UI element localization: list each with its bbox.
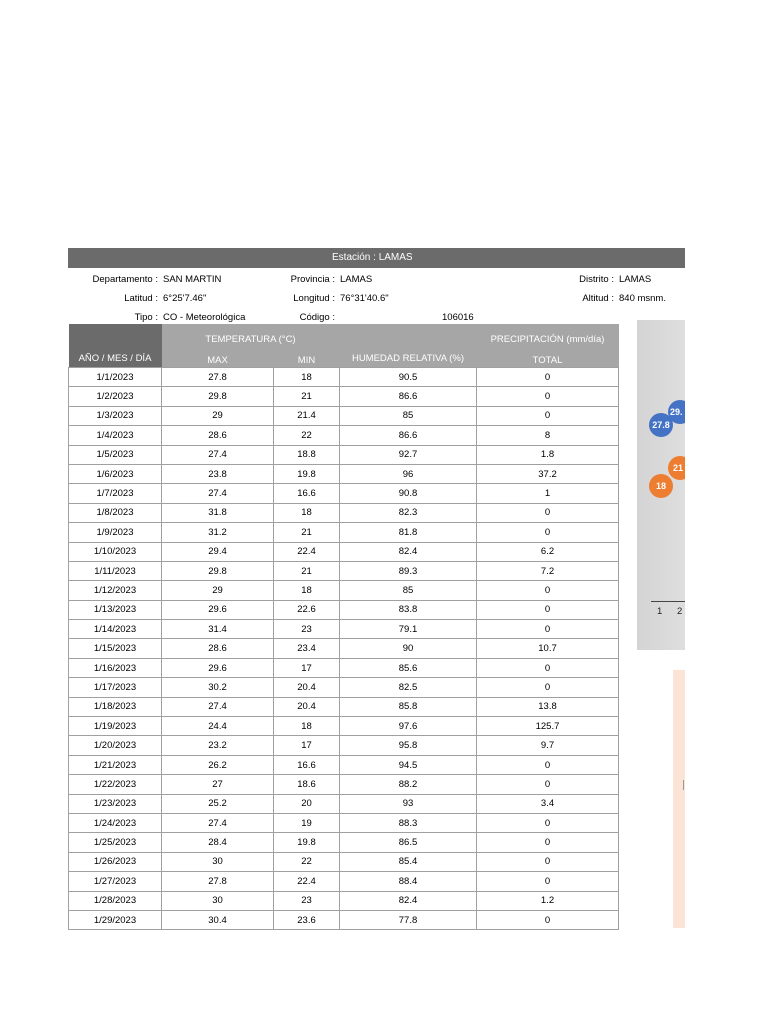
- max-temp-cell: 29.8: [162, 561, 274, 580]
- min-temp-cell: 19.8: [274, 833, 340, 852]
- altitud-value: 840 msnm.: [619, 293, 666, 304]
- precipitation-cell: 0: [477, 523, 619, 542]
- min-temp-cell: 19: [274, 813, 340, 832]
- min-column-header: MIN: [274, 353, 340, 368]
- precipitation-cell: 37.2: [477, 464, 619, 483]
- total-column-header: TOTAL: [477, 353, 619, 368]
- precipitation-cell: 8: [477, 426, 619, 445]
- date-cell: 1/24/2023: [69, 813, 162, 832]
- min-temp-cell: 23.6: [274, 910, 340, 929]
- precipitation-cell: 0: [477, 872, 619, 891]
- max-temp-cell: 29.4: [162, 542, 274, 561]
- humidity-column-header: HUMEDAD RELATIVA (%): [340, 324, 477, 368]
- table-row: [69, 775, 619, 794]
- chart-x-axis: [651, 601, 685, 602]
- precipitation-cell: 0: [477, 387, 619, 406]
- min-temp-cell: 22.4: [274, 542, 340, 561]
- min-temp-cell: 20.4: [274, 678, 340, 697]
- precipitation-cell: 9.7: [477, 736, 619, 755]
- date-cell: 1/20/2023: [69, 736, 162, 755]
- precipitation-cell: 0: [477, 620, 619, 639]
- precipitation-cell: 0: [477, 678, 619, 697]
- table-row: [69, 794, 619, 813]
- min-temp-cell: 21.4: [274, 406, 340, 425]
- humidity-cell: 95.8: [340, 736, 477, 755]
- max-temp-cell: 29: [162, 581, 274, 600]
- humidity-cell: 85.4: [340, 852, 477, 871]
- precipitation-cell: 0: [477, 581, 619, 600]
- chart-axis-tick: [683, 780, 684, 790]
- date-cell: 1/19/2023: [69, 717, 162, 736]
- precipitation-column-header: PRECIPITACIÓN (mm/día): [477, 324, 619, 353]
- max-temp-point: 27.8: [649, 413, 673, 437]
- provincia-label: Provincia :: [290, 274, 335, 285]
- table-row: [69, 484, 619, 503]
- humidity-cell: 96: [340, 464, 477, 483]
- departamento-label: Departamento :: [92, 274, 158, 285]
- min-temp-cell: 18: [274, 717, 340, 736]
- max-temp-cell: 28.6: [162, 426, 274, 445]
- min-temp-cell: 18.8: [274, 445, 340, 464]
- humidity-cell: 90: [340, 639, 477, 658]
- date-cell: 1/9/2023: [69, 523, 162, 542]
- date-cell: 1/8/2023: [69, 503, 162, 522]
- tipo-value: CO - Meteorológica: [163, 312, 246, 323]
- table-row: [69, 755, 619, 774]
- min-temp-cell: 23: [274, 891, 340, 910]
- humidity-cell: 88.2: [340, 775, 477, 794]
- min-temp-cell: 18.6: [274, 775, 340, 794]
- precipitation-cell: 7.2: [477, 561, 619, 580]
- table-row: [69, 658, 619, 677]
- max-temp-cell: 23.2: [162, 736, 274, 755]
- date-cell: 1/18/2023: [69, 697, 162, 716]
- table-row: [69, 697, 619, 716]
- distrito-value: LAMAS: [619, 274, 652, 285]
- table-row: [69, 736, 619, 755]
- table-row: [69, 464, 619, 483]
- min-temp-cell: 21: [274, 387, 340, 406]
- precipitation-cell: 0: [477, 755, 619, 774]
- humidity-cell: 92.7: [340, 445, 477, 464]
- date-cell: 1/29/2023: [69, 910, 162, 929]
- min-temp-point: 21: [668, 456, 685, 480]
- min-temp-cell: 16.6: [274, 484, 340, 503]
- precipitation-chart-panel: [673, 670, 685, 928]
- humidity-cell: 79.1: [340, 620, 477, 639]
- date-cell: 1/27/2023: [69, 872, 162, 891]
- humidity-cell: 90.5: [340, 368, 477, 387]
- max-column-header: MAX: [162, 353, 274, 368]
- precipitation-cell: 1.8: [477, 445, 619, 464]
- humidity-cell: 94.5: [340, 755, 477, 774]
- min-temp-cell: 18: [274, 581, 340, 600]
- max-temp-cell: 30: [162, 852, 274, 871]
- date-cell: 1/4/2023: [69, 426, 162, 445]
- precipitation-cell: 1.2: [477, 891, 619, 910]
- max-temp-cell: 30.2: [162, 678, 274, 697]
- max-temp-cell: 27.8: [162, 368, 274, 387]
- date-cell: 1/7/2023: [69, 484, 162, 503]
- date-cell: 1/25/2023: [69, 833, 162, 852]
- precipitation-cell: 1: [477, 484, 619, 503]
- date-cell: 1/13/2023: [69, 600, 162, 619]
- humidity-cell: 86.5: [340, 833, 477, 852]
- max-temp-point: 29.: [668, 400, 685, 424]
- date-cell: 1/10/2023: [69, 542, 162, 561]
- departamento-value: SAN MARTIN: [163, 274, 222, 285]
- date-cell: 1/26/2023: [69, 852, 162, 871]
- max-temp-cell: 27: [162, 775, 274, 794]
- table-row: [69, 426, 619, 445]
- max-temp-cell: 29.6: [162, 600, 274, 619]
- table-row: [69, 910, 619, 929]
- date-cell: 1/16/2023: [69, 658, 162, 677]
- humidity-cell: 89.3: [340, 561, 477, 580]
- min-temp-cell: 17: [274, 658, 340, 677]
- precipitation-cell: 0: [477, 833, 619, 852]
- table-row: [69, 523, 619, 542]
- max-temp-cell: 24.4: [162, 717, 274, 736]
- table-row: [69, 852, 619, 871]
- codigo-value: 106016: [442, 312, 474, 323]
- min-temp-cell: 22.6: [274, 600, 340, 619]
- precipitation-cell: 0: [477, 813, 619, 832]
- date-column-header: AÑO / MES / DÍA: [69, 324, 162, 368]
- temperature-chart-panel: [637, 320, 685, 650]
- humidity-cell: 97.6: [340, 717, 477, 736]
- precipitation-cell: 0: [477, 775, 619, 794]
- min-temp-cell: 22: [274, 852, 340, 871]
- min-temp-cell: 20.4: [274, 697, 340, 716]
- table-row: [69, 542, 619, 561]
- longitud-value: 76°31'40.6": [340, 293, 389, 304]
- max-temp-cell: 28.4: [162, 833, 274, 852]
- precipitation-cell: 0: [477, 368, 619, 387]
- min-temp-cell: 16.6: [274, 755, 340, 774]
- humidity-cell: 88.4: [340, 872, 477, 891]
- date-cell: 1/14/2023: [69, 620, 162, 639]
- max-temp-cell: 27.4: [162, 445, 274, 464]
- precipitation-cell: 6.2: [477, 542, 619, 561]
- date-cell: 1/22/2023: [69, 775, 162, 794]
- max-temp-cell: 31.4: [162, 620, 274, 639]
- max-temp-cell: 27.4: [162, 697, 274, 716]
- date-cell: 1/3/2023: [69, 406, 162, 425]
- min-temp-cell: 20: [274, 794, 340, 813]
- latitud-value: 6°25'7.46": [163, 293, 207, 304]
- precipitation-cell: 0: [477, 600, 619, 619]
- min-temp-cell: 18: [274, 503, 340, 522]
- max-temp-cell: 29.6: [162, 658, 274, 677]
- table-row: [69, 872, 619, 891]
- humidity-cell: 82.5: [340, 678, 477, 697]
- x-tick-label: 2: [677, 606, 683, 617]
- table-row: [69, 406, 619, 425]
- precipitation-cell: 0: [477, 503, 619, 522]
- humidity-cell: 86.6: [340, 426, 477, 445]
- date-cell: 1/28/2023: [69, 891, 162, 910]
- codigo-label: Código :: [299, 312, 335, 323]
- date-cell: 1/5/2023: [69, 445, 162, 464]
- table-row: [69, 717, 619, 736]
- x-tick-label: 1: [657, 606, 663, 617]
- humidity-cell: 85.6: [340, 658, 477, 677]
- max-temp-cell: 30.4: [162, 910, 274, 929]
- max-temp-cell: 27.4: [162, 484, 274, 503]
- table-row: [69, 833, 619, 852]
- min-temp-cell: 19.8: [274, 464, 340, 483]
- date-cell: 1/23/2023: [69, 794, 162, 813]
- table-row: [69, 620, 619, 639]
- table-row: [69, 581, 619, 600]
- precipitation-cell: 10.7: [477, 639, 619, 658]
- distrito-label: Distrito :: [579, 274, 614, 285]
- max-temp-cell: 31.8: [162, 503, 274, 522]
- humidity-cell: 82.3: [340, 503, 477, 522]
- provincia-value: LAMAS: [340, 274, 373, 285]
- humidity-cell: 85: [340, 581, 477, 600]
- max-temp-cell: 26.2: [162, 755, 274, 774]
- humidity-cell: 90.8: [340, 484, 477, 503]
- humidity-cell: 82.4: [340, 891, 477, 910]
- altitud-label: Altitud :: [582, 293, 614, 304]
- max-temp-cell: 25.2: [162, 794, 274, 813]
- precipitation-cell: 3.4: [477, 794, 619, 813]
- precipitation-cell: 0: [477, 658, 619, 677]
- precipitation-cell: 0: [477, 852, 619, 871]
- max-temp-cell: 29.8: [162, 387, 274, 406]
- max-temp-cell: 27.4: [162, 813, 274, 832]
- station-title: Estación : LAMAS: [332, 252, 413, 263]
- humidity-cell: 85.8: [340, 697, 477, 716]
- table-row: [69, 503, 619, 522]
- tipo-label: Tipo :: [134, 312, 158, 323]
- min-temp-cell: 18: [274, 368, 340, 387]
- precipitation-cell: 13.8: [477, 697, 619, 716]
- humidity-cell: 83.8: [340, 600, 477, 619]
- table-row: [69, 561, 619, 580]
- date-cell: 1/12/2023: [69, 581, 162, 600]
- max-temp-cell: 29: [162, 406, 274, 425]
- table-row: [69, 891, 619, 910]
- max-temp-cell: 23.8: [162, 464, 274, 483]
- humidity-cell: 81.8: [340, 523, 477, 542]
- humidity-cell: 77.8: [340, 910, 477, 929]
- precipitation-cell: 0: [477, 406, 619, 425]
- date-cell: 1/17/2023: [69, 678, 162, 697]
- latitud-label: Latitud :: [124, 293, 158, 304]
- date-cell: 1/6/2023: [69, 464, 162, 483]
- table-row: [69, 600, 619, 619]
- table-row: [69, 387, 619, 406]
- table-body: [69, 368, 619, 930]
- max-temp-cell: 30: [162, 891, 274, 910]
- date-cell: 1/15/2023: [69, 639, 162, 658]
- min-temp-point: 18: [649, 474, 673, 498]
- humidity-cell: 88.3: [340, 813, 477, 832]
- min-temp-cell: 17: [274, 736, 340, 755]
- date-cell: 1/2/2023: [69, 387, 162, 406]
- min-temp-cell: 23: [274, 620, 340, 639]
- min-temp-cell: 22.4: [274, 872, 340, 891]
- max-temp-cell: 31.2: [162, 523, 274, 542]
- table-row: [69, 445, 619, 464]
- max-temp-cell: 27.8: [162, 872, 274, 891]
- humidity-cell: 85: [340, 406, 477, 425]
- date-cell: 1/21/2023: [69, 755, 162, 774]
- humidity-cell: 93: [340, 794, 477, 813]
- min-temp-cell: 21: [274, 561, 340, 580]
- table-row: [69, 639, 619, 658]
- humidity-cell: 82.4: [340, 542, 477, 561]
- min-temp-cell: 23.4: [274, 639, 340, 658]
- table-row: [69, 678, 619, 697]
- min-temp-cell: 21: [274, 523, 340, 542]
- table-row: [69, 813, 619, 832]
- max-temp-cell: 28.6: [162, 639, 274, 658]
- longitud-label: Longitud :: [293, 293, 335, 304]
- min-temp-cell: 22: [274, 426, 340, 445]
- station-title-bar: [68, 248, 685, 268]
- weather-data-table: [68, 324, 619, 930]
- temperature-column-header: TEMPERATURA (°C): [162, 324, 340, 353]
- precipitation-cell: 0: [477, 910, 619, 929]
- humidity-cell: 86.6: [340, 387, 477, 406]
- date-cell: 1/1/2023: [69, 368, 162, 387]
- precipitation-cell: 125.7: [477, 717, 619, 736]
- table-row: [69, 368, 619, 387]
- date-cell: 1/11/2023: [69, 561, 162, 580]
